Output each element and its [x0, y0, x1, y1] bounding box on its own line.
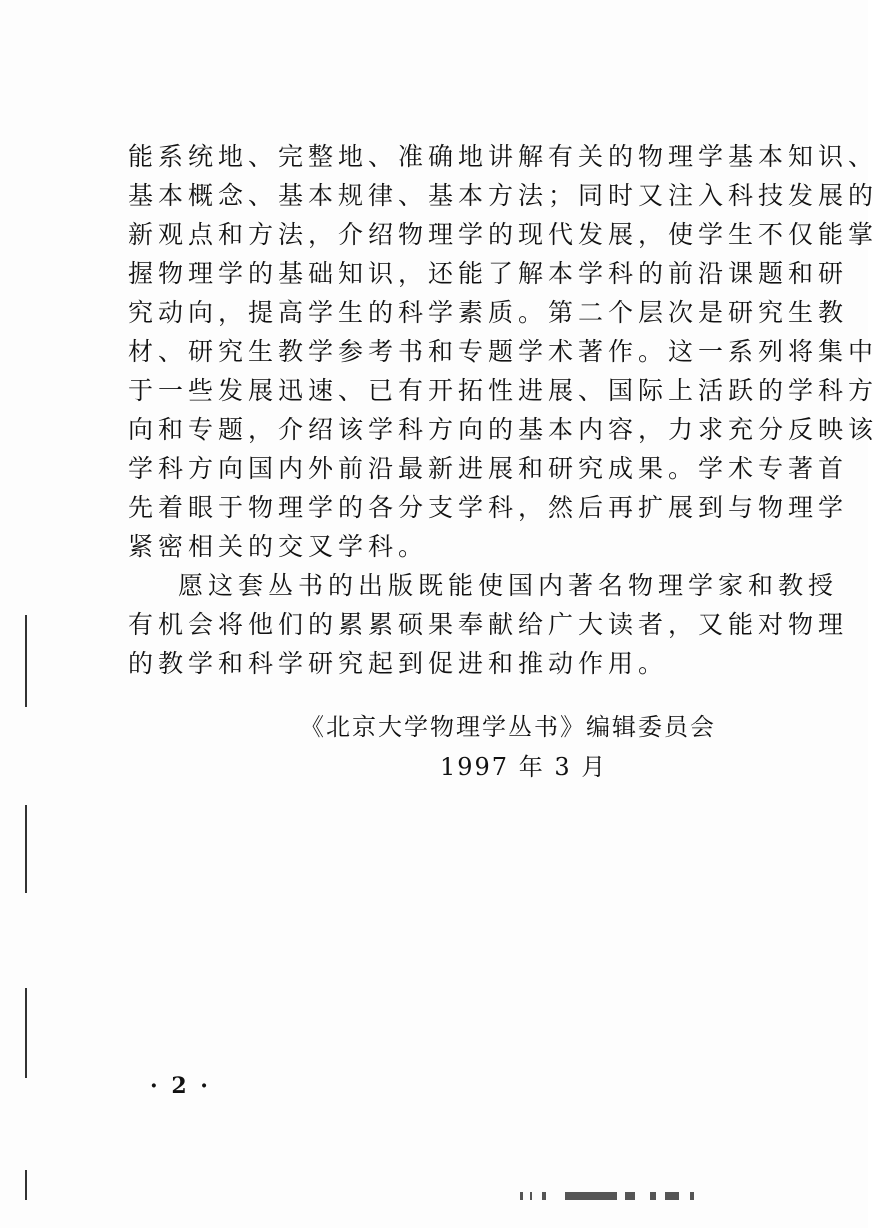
- page-number: · 2 ·: [150, 1073, 211, 1099]
- text-line: 愿这套丛书的出版既能使国内著名物理学家和教授: [178, 571, 839, 600]
- text-line: 新观点和方法，介绍物理学的现代发展，使学生不仅能掌: [128, 220, 878, 249]
- binding-edge-mark: [25, 1170, 27, 1200]
- text-line: 握物理学的基础知识，还能了解本学科的前沿课题和研: [128, 259, 849, 288]
- text-line: 先着眼于物理学的各分支学科，然后再扩展到与物理学: [128, 493, 849, 522]
- text-line: 学科方向国内外前沿最新进展和研究成果。学术专著首: [128, 454, 849, 483]
- text-line: 向和专题，介绍该学科方向的基本内容，力求充分反映该: [128, 415, 878, 444]
- text-line: 的教学和科学研究起到促进和推动作用。: [128, 649, 669, 678]
- scan-artifact: [520, 1190, 710, 1204]
- binding-edge-mark: [25, 988, 27, 1078]
- text-line: 基本概念、基本规律、基本方法；同时又注入科技发展的: [128, 181, 878, 210]
- binding-edge-mark: [25, 615, 27, 707]
- binding-edge-mark: [25, 805, 27, 893]
- body-text: [128, 137, 878, 683]
- text-line: 材、研究生教学参考书和专题学术著作。这一系列将集中: [128, 337, 878, 366]
- text-line: 究动向，提高学生的科学素质。第二个层次是研究生教: [128, 298, 849, 327]
- text-line: 紧密相关的交叉学科。: [128, 532, 429, 561]
- text-line: 于一些发展迅速、已有开拓性进展、国际上活跃的学科方: [128, 376, 878, 405]
- text-line: 能系统地、完整地、准确地讲解有关的物理学基本知识、: [128, 142, 878, 171]
- editorial-committee: 《北京大学物理学丛书》编辑委员会: [300, 713, 716, 741]
- signature-date: 1997 年 3 月: [440, 753, 608, 781]
- text-line: 有机会将他们的累累硕果奉献给广大读者，又能对物理: [128, 610, 849, 639]
